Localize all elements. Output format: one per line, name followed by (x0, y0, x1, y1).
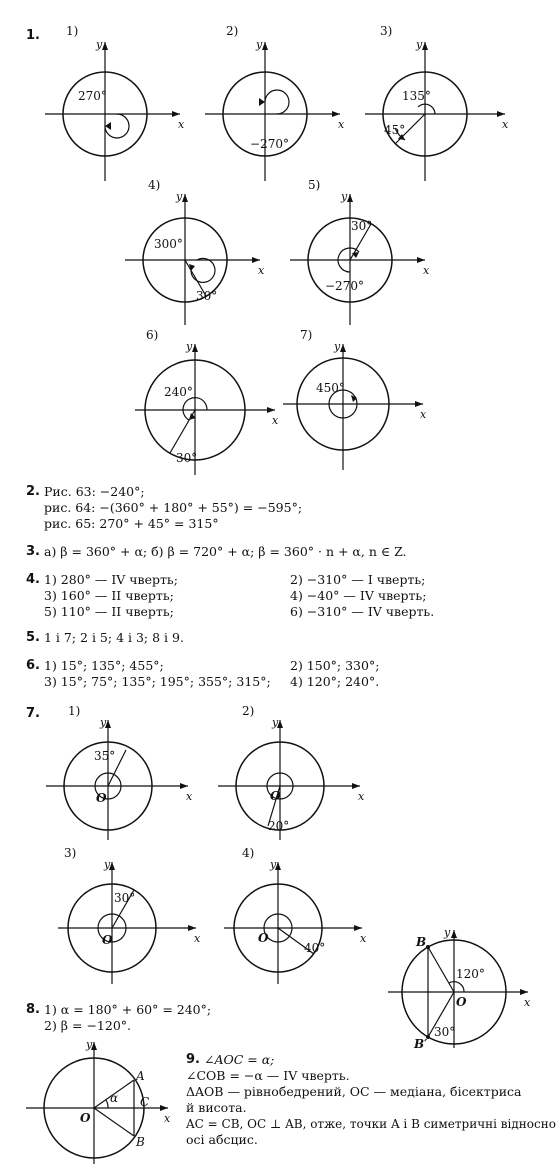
svg-text:y: y (100, 716, 107, 729)
svg-text:−270°: −270° (325, 279, 364, 293)
problem-2-number: 2. (26, 484, 40, 499)
p2-line2: рис. 64: −(360° + 180° + 55°) = −595°; (44, 500, 303, 515)
p9-line5: AC = CB, OC ⊥ AB, отже, точки A і B симетричні відносно (186, 1117, 556, 1131)
problem-4-number: 4. (26, 572, 40, 587)
p1-fig2-angle: −270° (250, 137, 289, 151)
svg-text:x: x (524, 996, 531, 1009)
p1-fig6-diagram (130, 340, 280, 480)
svg-text:O: O (80, 1111, 91, 1125)
svg-text:30°: 30° (434, 1025, 456, 1039)
p2-line3: рис. 65: 270° + 45° = 315° (44, 516, 219, 531)
p7-fig3-label: 3) (64, 846, 77, 860)
svg-text:y: y (256, 38, 263, 51)
p4-left-1: 1) 280° — IV чверть; (44, 572, 178, 587)
svg-text:B: B (416, 935, 427, 949)
p6-left-2: 3) 15°; 75°; 135°; 195°; 355°; 315°; (44, 674, 271, 689)
svg-text:x: x (358, 790, 365, 803)
svg-text:y: y (416, 38, 423, 51)
p4-right-1: 2) −310° — I чверть; (290, 572, 426, 587)
p1-fig3-diagram (360, 36, 520, 186)
p9-line1: ∠AOC = α; (204, 1052, 275, 1067)
svg-text:x: x (272, 414, 279, 427)
p4-left-3: 5) 110° — II чверть; (44, 604, 174, 619)
p1-fig1-y: y (96, 38, 103, 51)
p9-line3: ΔAOB — рівнобедрений, OC — медіана, бісектриса (186, 1084, 522, 1099)
p1-fig2-label: 2) (226, 24, 239, 38)
p1-fig4-label: 4) (148, 178, 161, 192)
p7-fig4-diagram (222, 856, 372, 986)
p9-diagram (22, 1036, 172, 1166)
problem-1-number: 1. (26, 28, 40, 43)
p4-right-2: 4) −40° — IV чверть; (290, 588, 427, 603)
svg-text:240°: 240° (164, 385, 193, 399)
p1-fig1-label: 1) (66, 24, 79, 38)
svg-text:y: y (104, 858, 111, 871)
p2-line1: Рис. 63: −240°; (44, 484, 145, 499)
svg-text:x: x (164, 1112, 171, 1125)
p3-text: а) β = 360° + α; б) β = 720° + α; β = 360° · n + α, n ∈ Z. (44, 544, 407, 559)
svg-text:O: O (96, 791, 107, 805)
p9-line4: й висота. (186, 1100, 247, 1115)
p1-fig5-label: 5) (308, 178, 321, 192)
svg-text:x: x (423, 264, 430, 277)
svg-text:y: y (186, 340, 193, 353)
problem-6-number: 6. (26, 658, 40, 673)
p7-fig1-diagram (40, 714, 200, 844)
svg-text:y: y (334, 340, 341, 353)
p6-right-1: 2) 150°; 330°; (290, 658, 380, 673)
p8-diagram (384, 926, 534, 1052)
p6-left-1: 1) 15°; 135°; 455°; (44, 658, 164, 673)
svg-text:120°: 120° (456, 967, 485, 981)
p8-line1: 1) α = 180° + 60° = 240°; (44, 1002, 212, 1017)
svg-text:40°: 40° (304, 941, 326, 955)
svg-text:y: y (444, 926, 451, 939)
p1-fig1-x: x (178, 118, 185, 131)
p1-fig7-diagram (278, 340, 428, 480)
svg-text:A: A (136, 1069, 145, 1083)
svg-text:30°: 30° (114, 891, 136, 905)
svg-text:30°: 30° (176, 451, 198, 465)
svg-text:30°: 30° (351, 219, 373, 233)
p9-line6: осі абсцис. (186, 1132, 258, 1147)
p7-fig1-label: 1) (68, 704, 81, 718)
p7-fig2-label: 2) (242, 704, 255, 718)
svg-text:B: B (136, 1135, 145, 1149)
problem-9-number: 9. (186, 1052, 200, 1067)
svg-text:x: x (194, 932, 201, 945)
svg-text:α: α (110, 1091, 119, 1105)
p7-fig3-diagram (56, 856, 206, 986)
problem-7-number: 7. (26, 706, 40, 721)
p1-fig1-angle: 270° (78, 89, 107, 103)
svg-text:30°: 30° (196, 289, 218, 303)
p4-left-2: 3) 160° — II чверть; (44, 588, 174, 603)
svg-text:300°: 300° (154, 237, 183, 251)
svg-text:x: x (186, 790, 193, 803)
svg-text:x: x (258, 264, 265, 277)
svg-text:x: x (502, 118, 509, 131)
svg-text:135°: 135° (402, 89, 431, 103)
svg-text:x: x (360, 932, 367, 945)
p7-fig2-diagram (212, 714, 372, 844)
svg-text:20°: 20° (268, 819, 290, 833)
p1-fig7-label: 7) (300, 328, 313, 342)
svg-text:y: y (272, 716, 279, 729)
svg-text:C: C (140, 1095, 150, 1109)
p1-fig2-diagram (200, 36, 350, 186)
p1-fig3-label: 3) (380, 24, 393, 38)
svg-text:35°: 35° (94, 749, 116, 763)
problem-5-number: 5. (26, 630, 40, 645)
p4-right-3: 6) −310° — IV чверть. (290, 604, 435, 619)
p9-line2: ∠COB = −α — IV чверть. (186, 1068, 350, 1083)
p1-fig5-diagram (285, 190, 435, 330)
p6-right-2: 4) 120°; 240°. (290, 674, 380, 689)
svg-text:O: O (102, 933, 113, 947)
svg-text:O: O (456, 995, 467, 1009)
p1-fig1-diagram (40, 36, 190, 186)
p8-line2: 2) β = −120°. (44, 1018, 132, 1033)
svg-text:450°: 450° (316, 381, 345, 395)
svg-text:x: x (420, 408, 427, 421)
svg-text:B′: B′ (414, 1037, 428, 1051)
svg-text:y: y (176, 190, 183, 203)
svg-text:y: y (341, 190, 348, 203)
p7-fig4-label: 4) (242, 846, 255, 860)
p5-text: 1 і 7; 2 і 5; 4 і 3; 8 і 9. (44, 630, 184, 645)
p1-fig4-diagram (120, 190, 270, 330)
problem-3-number: 3. (26, 544, 40, 559)
svg-text:y: y (86, 1038, 93, 1051)
svg-text:45°: 45° (384, 123, 406, 137)
p1-fig6-label: 6) (146, 328, 159, 342)
svg-text:O: O (270, 789, 281, 803)
svg-text:y: y (270, 858, 277, 871)
svg-text:O: O (258, 931, 269, 945)
svg-text:x: x (338, 118, 345, 131)
problem-8-number: 8. (26, 1002, 40, 1017)
